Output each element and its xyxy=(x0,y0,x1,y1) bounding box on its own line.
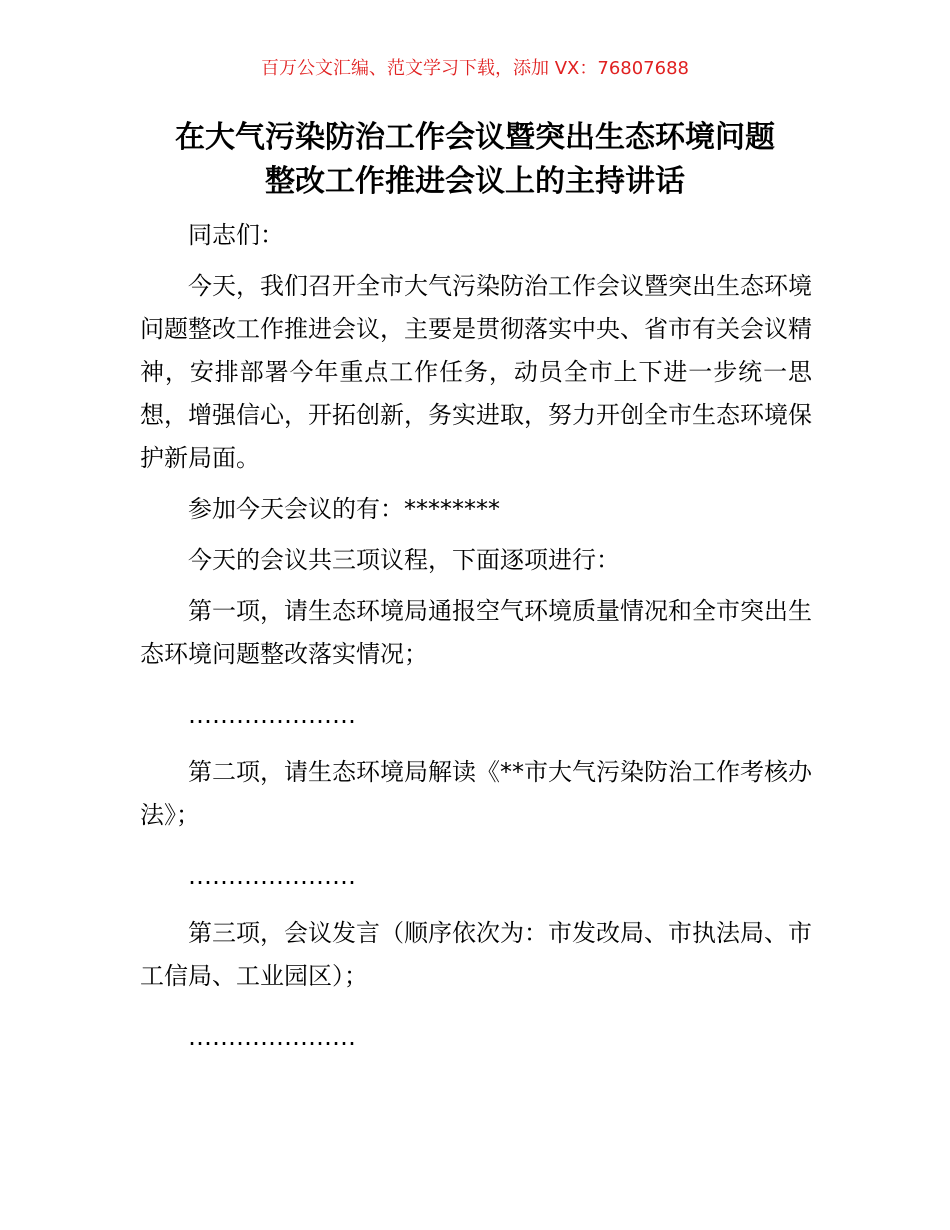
agenda-item-1: 第一项，请生态环境局通报空气环境质量情况和全市突出生态环境问题整改落实情况； xyxy=(140,597,812,668)
agenda-item-3: 第三项，会议发言（顺序依次为：市发改局、市执法局、市工信局、工业园区）； xyxy=(140,919,812,990)
agenda-item-2: 第二项，请生态环境局解读《**市大气污染防治工作考核办法》； xyxy=(140,758,812,829)
salutation: 同志们： xyxy=(188,221,284,249)
paragraph-agenda: 今天的会议共三项议程，下面逐项进行： xyxy=(188,546,620,574)
ellipsis-2: ………………… xyxy=(188,862,356,890)
document-title xyxy=(120,116,830,204)
title-line-1: 在大气污染防治工作会议暨突出生态环境问题 xyxy=(175,120,775,155)
title-line-2: 整改工作推进会议上的主持讲话 xyxy=(265,164,685,199)
promo-header: 百万公文汇编、范文学习下载，添加 VX：76807688 xyxy=(261,58,689,79)
ellipsis-3: ………………… xyxy=(188,1023,356,1051)
paragraph-intro: 今天，我们召开全市大气污染防治工作会议暨突出生态环境问题整改工作推进会议，主要是贯彻落实中央、省市有关会议精神，安排部署今年重点工作任务，动员全市上下进一步统一思想，增强信心，开拓创新，务实进取，努力开创全市生态环境保护新局面。 xyxy=(140,272,812,472)
ellipsis-1: ………………… xyxy=(188,701,356,729)
document-body xyxy=(140,214,812,1073)
paragraph-attendees: 参加今天会议的有：******** xyxy=(188,495,500,523)
